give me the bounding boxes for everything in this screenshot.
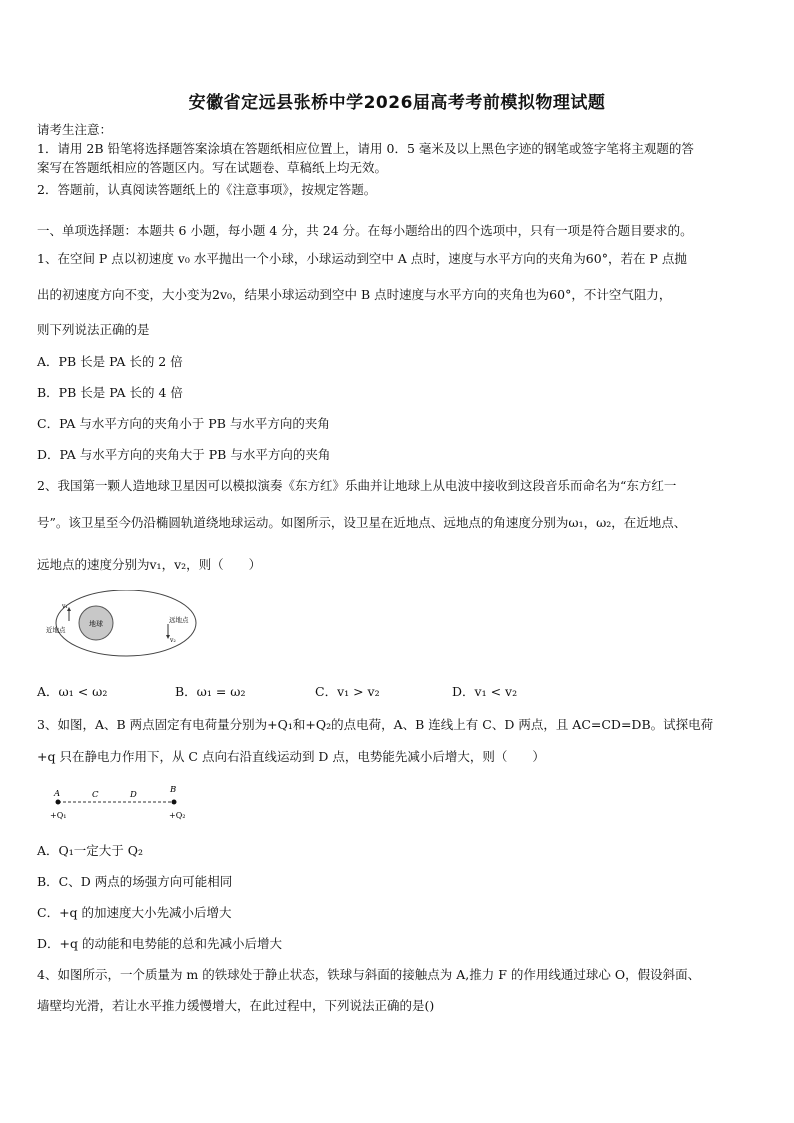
q3-option-a: A．Q₁一定大于 Q₂ xyxy=(37,843,144,858)
q3-option-b: B．C、D 两点的场强方向可能相同 xyxy=(37,874,233,889)
q3-option-d: D．+q 的动能和电势能的总和先减小后增大 xyxy=(37,936,282,951)
q2-orbit-figure xyxy=(40,590,200,665)
q2-text-line1: 2、我国第一颗人造地球卫星因可以模拟演奏《东方红》乐曲并让地球上从电波中接收到这段音乐而命名为“东方红一 xyxy=(37,478,677,493)
q1-text-line1: 1、在空间 P 点以初速度 v₀ 水平抛出一个小球，小球运动到空中 A 点时，速度与水平方向的夹角为60°，若在 P 点抛 xyxy=(37,251,687,266)
notice-heading: 请考生注意： xyxy=(37,122,113,137)
q3-text-line2: +q 只在静电力作用下，从 C 点向右沿直线运动到 D 点，电势能先减小后增大，则（ ） xyxy=(37,749,545,764)
far-point-label: 远地点 xyxy=(169,616,189,624)
notice-item-1b: 案写在答题纸相应的答题区内。写在试题卷、草稿纸上均无效。 xyxy=(37,160,388,175)
notice-item-2: 2．答题前，认真阅读答题纸上的《注意事项》，按规定答题。 xyxy=(37,182,377,197)
point-a-label: A xyxy=(54,789,61,799)
charge-q2-label: +Q₂ xyxy=(169,811,186,820)
point-d-label: D xyxy=(130,790,137,800)
q3-option-c: C．+q 的加速度大小先减小后增大 xyxy=(37,905,232,920)
charge-q1-label: +Q₁ xyxy=(50,811,67,820)
v1-label: v₁ xyxy=(62,603,68,610)
point-b-label: B xyxy=(170,785,177,795)
q1-text-line3: 则下列说法正确的是 xyxy=(37,322,150,337)
q1-option-a: A．PB 长是 PA 长的 2 倍 xyxy=(37,354,183,369)
notice-item-1a: 1．请用 2B 铅笔将选择题答案涂填在答题纸相应位置上，请用 0．5 毫米及以上黑色字迹的钢笔或签字笔将主观题的答 xyxy=(37,141,694,156)
q3-charges-figure xyxy=(45,784,195,824)
q4-text-line2: 墙壁均光滑，若让水平推力缓慢增大，在此过程中，下列说法正确的是() xyxy=(37,998,435,1013)
q2-text-line3: 远地点的速度分别为v₁，v₂，则（ ） xyxy=(37,557,262,572)
page-title: 安徽省定远县张桥中学2026届高考考前模拟物理试题 xyxy=(188,93,606,113)
point-b-dot xyxy=(172,800,177,805)
q4-text-line1: 4、如图所示，一个质量为 m 的铁球处于静止状态，铁球与斜面的接触点为 A,推力 F 的作用线通过球心 O，假设斜面、 xyxy=(37,967,701,982)
q1-option-c: C．PA 与水平方向的夹角小于 PB 与水平方向的夹角 xyxy=(37,416,330,431)
v2-label: v₂ xyxy=(170,637,176,644)
earth-label: 地球 xyxy=(89,620,103,628)
q2-option-a: A．ω₁ < ω₂ xyxy=(37,684,108,699)
q3-text-line1: 3、如图，A、B 两点固定有电荷量分别为+Q₁和+Q₂的点电荷，A、B 连线上有 C、D 两点，且 AC=CD=DB。试探电荷 xyxy=(37,717,714,732)
q1-text-line2: 出的初速度方向不变，大小变为2v₀，结果小球运动到空中 B 点时速度与水平方向的夹角也为60°，不计空气阻力， xyxy=(37,287,672,302)
q1-option-b: B．PB 长是 PA 长的 4 倍 xyxy=(37,385,183,400)
point-c-label: C xyxy=(92,790,99,800)
q2-option-c: C．v₁ > v₂ xyxy=(315,684,380,699)
q2-option-b: B．ω₁ = ω₂ xyxy=(175,684,246,699)
point-a-dot xyxy=(56,800,61,805)
q2-option-d: D．v₁ < v₂ xyxy=(452,684,518,699)
near-point-label: 近地点 xyxy=(46,626,66,634)
section-heading: 一、单项选择题：本题共 6 小题，每小题 4 分，共 24 分。在每小题给出的四个选项中，只有一项是符合题目要求的。 xyxy=(37,223,693,238)
q2-text-line2: 号”。该卫星至今仍沿椭圆轨道绕地球运动。如图所示，设卫星在近地点、远地点的角速度分别为ω₁，ω₂，在近地点、 xyxy=(37,515,687,530)
q1-option-d: D．PA 与水平方向的夹角大于 PB 与水平方向的夹角 xyxy=(37,447,331,462)
